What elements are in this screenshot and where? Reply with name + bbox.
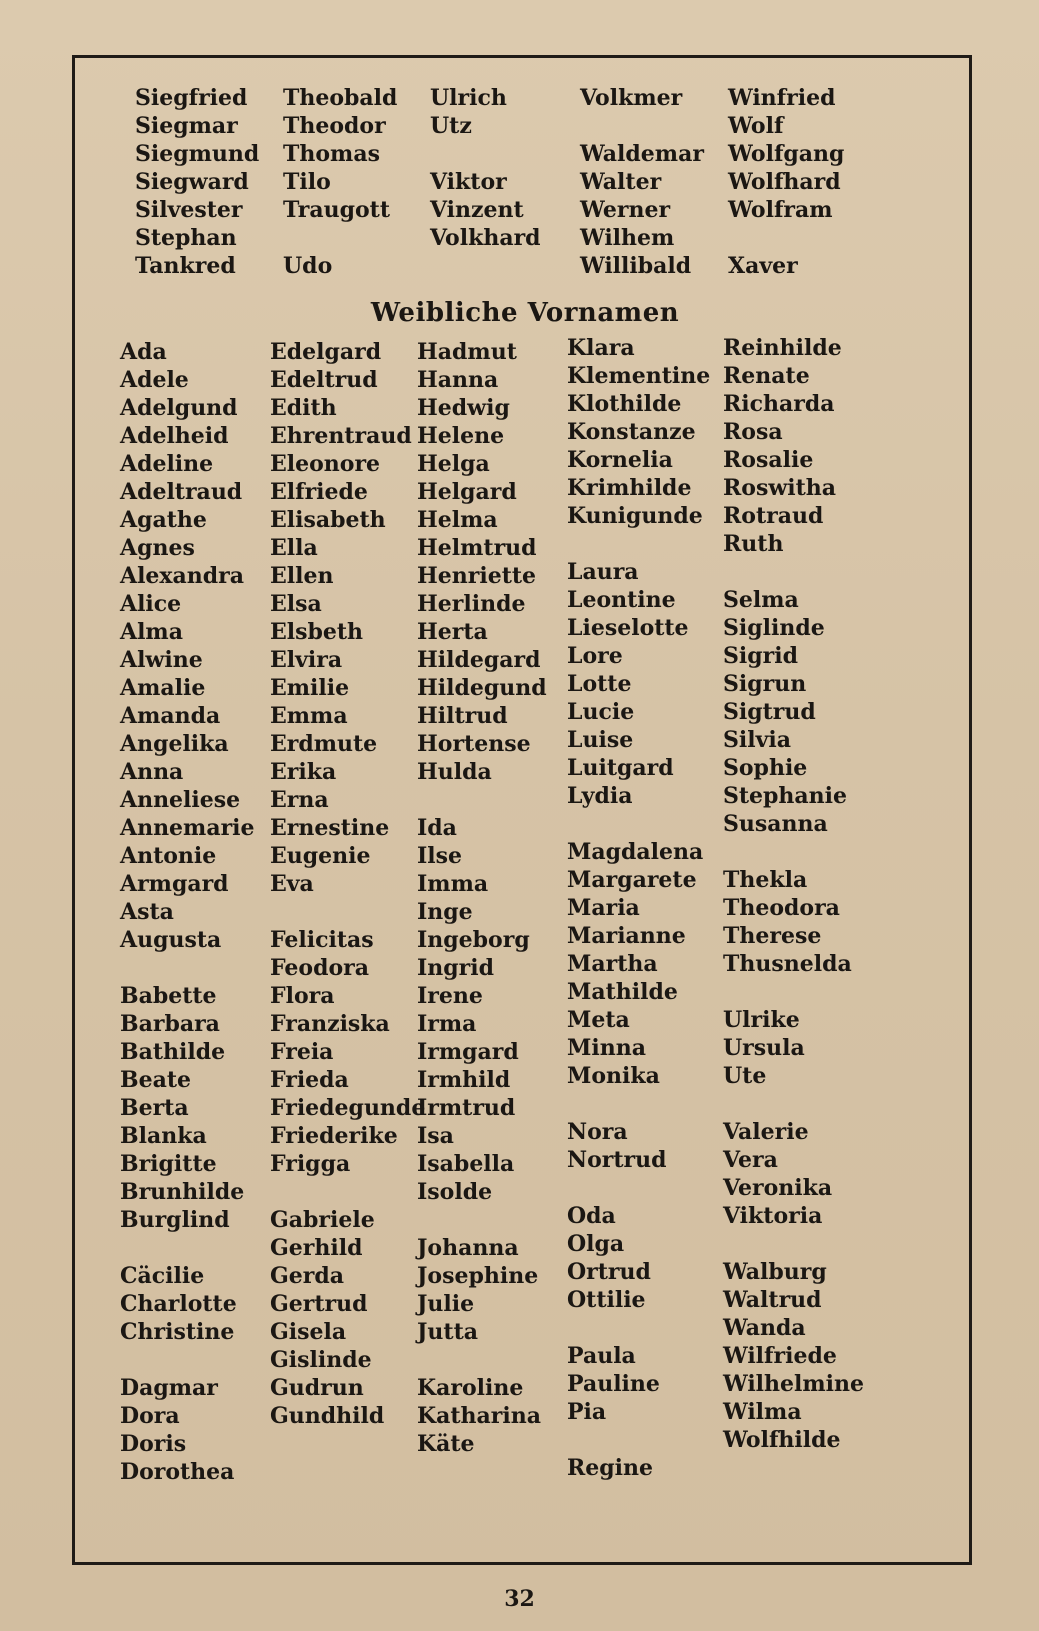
spacer (283, 224, 397, 252)
name-entry: Adele (120, 367, 189, 393)
name-entry: Edelgard (270, 339, 382, 365)
name-entry: Regine (567, 1455, 654, 1481)
name-entry: Erdmute (270, 731, 378, 757)
name-entry: Viktoria (723, 1203, 823, 1229)
name-entry: Adelheid (120, 423, 229, 449)
name-entry: Ilse (417, 843, 463, 869)
name-entry: Wolfhilde (723, 1427, 841, 1453)
name-entry: Eleonore (270, 451, 381, 477)
spacer (723, 558, 864, 586)
spacer (417, 786, 547, 814)
name-entry: Elvira (270, 647, 343, 673)
name-entry: Volkmer (580, 85, 683, 111)
spacer (580, 112, 704, 140)
name-entry: Richarda (723, 391, 835, 417)
name-entry: Roswitha (723, 475, 837, 501)
name-entry: Klementine (567, 363, 711, 389)
name-entry: Kornelia (567, 447, 673, 473)
spacer (567, 1090, 710, 1118)
name-entry: Xaver (728, 253, 798, 279)
name-entry: Lucie (567, 699, 635, 725)
name-entry: Alwine (120, 647, 203, 673)
name-entry: Silvia (723, 727, 791, 753)
name-entry: Winfried (728, 85, 836, 111)
name-entry: Wilfriede (723, 1343, 837, 1369)
name-entry: Elsa (270, 591, 322, 617)
name-entry: Josephine (417, 1263, 539, 1289)
name-entry: Wanda (723, 1315, 806, 1341)
name-entry: Freia (270, 1039, 334, 1065)
spacer (723, 838, 864, 866)
spacer (567, 1426, 710, 1454)
page-border-frame (72, 55, 972, 1565)
spacer (567, 1314, 710, 1342)
name-entry: Ingeborg (417, 927, 530, 953)
name-entry: Silvester (135, 197, 243, 223)
name-entry: Erika (270, 759, 337, 785)
name-entry: Inge (417, 899, 473, 925)
name-entry: Jutta (417, 1319, 478, 1345)
name-entry: Dorothea (120, 1459, 235, 1485)
name-entry: Udo (283, 253, 333, 279)
male-names-column-2 (283, 84, 397, 280)
name-entry: Waltrud (723, 1287, 822, 1313)
name-entry: Monika (567, 1063, 660, 1089)
spacer (723, 1230, 864, 1258)
name-entry: Annemarie (120, 815, 255, 841)
name-entry: Nora (567, 1119, 628, 1145)
name-entry: Theodor (283, 113, 386, 139)
name-entry: Hedwig (417, 395, 510, 421)
name-entry: Leontine (567, 587, 676, 613)
name-entry: Bathilde (120, 1039, 226, 1065)
name-entry: Pia (567, 1399, 607, 1425)
name-entry: Walter (580, 169, 662, 195)
name-entry: Siegmund (135, 141, 260, 167)
name-entry: Wolfram (728, 197, 833, 223)
name-entry: Ulrike (723, 1007, 800, 1033)
page-number: 32 (504, 1586, 535, 1612)
name-entry: Lieselotte (567, 615, 689, 641)
name-entry: Sigtrud (723, 699, 816, 725)
name-entry: Luitgard (567, 755, 674, 781)
name-entry: Irene (417, 983, 483, 1009)
name-entry: Emma (270, 703, 348, 729)
name-entry: Gerhild (270, 1235, 363, 1261)
name-entry: Adelgund (120, 395, 238, 421)
name-entry: Irmtrud (417, 1095, 516, 1121)
name-entry: Berta (120, 1095, 189, 1121)
name-entry: Burglind (120, 1207, 230, 1233)
name-entry: Ortrud (567, 1259, 651, 1285)
name-entry: Agnes (120, 535, 195, 561)
name-entry: Gertrud (270, 1291, 368, 1317)
name-entry: Ulrich (430, 85, 507, 111)
name-entry: Wilma (723, 1399, 802, 1425)
name-entry: Ernestine (270, 815, 390, 841)
name-entry: Thekla (723, 867, 808, 893)
female-names-column-4 (567, 334, 710, 1482)
name-entry: Margarete (567, 867, 697, 893)
name-entry: Werner (580, 197, 671, 223)
name-entry: Valerie (723, 1119, 809, 1145)
name-entry: Renate (723, 363, 810, 389)
name-entry: Barbara (120, 1011, 220, 1037)
name-entry: Ida (417, 815, 457, 841)
name-entry: Willibald (580, 253, 692, 279)
female-names-column-5 (723, 334, 864, 1454)
name-entry: Gudrun (270, 1375, 364, 1401)
name-entry: Tilo (283, 169, 331, 195)
spacer (270, 898, 425, 926)
name-entry: Helgard (417, 479, 517, 505)
name-entry: Frieda (270, 1067, 349, 1093)
name-entry: Wolf (728, 113, 784, 139)
name-entry: Susanna (723, 811, 828, 837)
name-entry: Irma (417, 1011, 477, 1037)
name-entry: Cäcilie (120, 1263, 205, 1289)
name-entry: Imma (417, 871, 489, 897)
male-names-column-1 (135, 84, 259, 280)
name-entry: Hildegard (417, 647, 541, 673)
name-entry: Elfriede (270, 479, 368, 505)
name-entry: Henriette (417, 563, 537, 589)
name-entry: Laura (567, 559, 639, 585)
name-entry: Siegward (135, 169, 249, 195)
name-entry: Dagmar (120, 1375, 218, 1401)
name-entry: Tankred (135, 253, 236, 279)
name-entry: Klara (567, 335, 635, 361)
name-entry: Friederike (270, 1123, 398, 1149)
name-entry: Waldemar (580, 141, 704, 167)
name-entry: Sophie (723, 755, 808, 781)
name-entry: Minna (567, 1035, 646, 1061)
spacer (120, 1234, 255, 1262)
name-entry: Gundhild (270, 1403, 385, 1429)
name-entry: Hadmut (417, 339, 517, 365)
name-entry: Wilhelmine (723, 1371, 865, 1397)
name-entry: Hanna (417, 367, 499, 393)
name-entry: Gisela (270, 1319, 347, 1345)
name-entry: Volkhard (430, 225, 541, 251)
name-entry: Ute (723, 1063, 767, 1089)
name-entry: Isolde (417, 1179, 493, 1205)
name-entry: Augusta (120, 927, 222, 953)
name-entry: Hildegund (417, 675, 547, 701)
name-entry: Klothilde (567, 391, 682, 417)
name-entry: Isabella (417, 1151, 515, 1177)
name-entry: Eva (270, 871, 314, 897)
name-entry: Marianne (567, 923, 686, 949)
spacer (567, 1174, 710, 1202)
name-entry: Felicitas (270, 927, 374, 953)
name-entry: Siglinde (723, 615, 825, 641)
name-entry: Gabriele (270, 1207, 375, 1233)
spacer (430, 140, 541, 168)
name-entry: Paula (567, 1343, 636, 1369)
name-entry: Alice (120, 591, 182, 617)
name-entry: Olga (567, 1231, 625, 1257)
name-entry: Alexandra (120, 563, 245, 589)
name-entry: Babette (120, 983, 217, 1009)
name-entry: Anna (120, 759, 184, 785)
name-entry: Oda (567, 1203, 616, 1229)
name-entry: Anneliese (120, 787, 241, 813)
name-entry: Karoline (417, 1375, 524, 1401)
name-entry: Traugott (283, 197, 390, 223)
female-names-column-3 (417, 338, 547, 1458)
name-entry: Edeltrud (270, 367, 378, 393)
section-heading: Weibliche Vornamen (370, 298, 680, 328)
name-entry: Eugenie (270, 843, 371, 869)
name-entry: Adeline (120, 451, 214, 477)
name-entry: Selma (723, 587, 799, 613)
spacer (567, 530, 710, 558)
male-names-column-4 (580, 84, 704, 280)
name-entry: Sigrid (723, 643, 798, 669)
male-names-column-3 (430, 84, 541, 280)
name-entry: Ellen (270, 563, 334, 589)
name-entry: Gislinde (270, 1347, 372, 1373)
name-entry: Konstanze (567, 419, 696, 445)
name-entry: Gerda (270, 1263, 345, 1289)
name-entry: Ella (270, 535, 318, 561)
name-entry: Theodora (723, 895, 840, 921)
name-entry: Walburg (723, 1259, 827, 1285)
name-entry: Elisabeth (270, 507, 386, 533)
name-entry: Siegfried (135, 85, 248, 111)
name-entry: Helga (417, 451, 490, 477)
name-entry: Reinhilde (723, 335, 842, 361)
name-entry: Amanda (120, 703, 221, 729)
name-entry: Agathe (120, 507, 207, 533)
name-entry: Hiltrud (417, 703, 508, 729)
name-entry: Beate (120, 1067, 192, 1093)
name-entry: Charlotte (120, 1291, 237, 1317)
name-entry: Vera (723, 1147, 778, 1173)
name-entry: Julie (417, 1291, 475, 1317)
name-entry: Hortense (417, 731, 531, 757)
name-entry: Luise (567, 727, 634, 753)
spacer (270, 1178, 425, 1206)
name-entry: Wilhem (580, 225, 675, 251)
name-entry: Magdalena (567, 839, 704, 865)
name-entry: Christine (120, 1319, 235, 1345)
name-entry: Friedegunde (270, 1095, 426, 1121)
name-entry: Vinzent (430, 197, 524, 223)
spacer (120, 954, 255, 982)
name-entry: Erna (270, 787, 329, 813)
name-entry: Angelika (120, 731, 229, 757)
female-names-column-1 (120, 338, 255, 1486)
name-entry: Ottilie (567, 1287, 646, 1313)
name-entry: Edith (270, 395, 337, 421)
name-entry: Herta (417, 619, 488, 645)
name-entry: Siegmar (135, 113, 238, 139)
name-entry: Martha (567, 951, 658, 977)
name-entry: Ehrentraud (270, 423, 412, 449)
name-entry: Wolfgang (728, 141, 845, 167)
name-entry: Sigrun (723, 671, 807, 697)
name-entry: Meta (567, 1007, 630, 1033)
name-entry: Utz (430, 113, 472, 139)
name-entry: Dora (120, 1403, 180, 1429)
name-entry: Ursula (723, 1035, 805, 1061)
name-entry: Adeltraud (120, 479, 243, 505)
name-entry: Käte (417, 1431, 475, 1457)
name-entry: Herlinde (417, 591, 526, 617)
spacer (417, 1346, 547, 1374)
name-entry: Asta (120, 899, 174, 925)
name-entry: Armgard (120, 871, 229, 897)
name-entry: Antonie (120, 843, 217, 869)
name-entry: Krimhilde (567, 475, 692, 501)
name-entry: Hulda (417, 759, 492, 785)
name-entry: Lore (567, 643, 623, 669)
name-entry: Flora (270, 983, 335, 1009)
name-entry: Stephan (135, 225, 237, 251)
name-entry: Stephanie (723, 783, 848, 809)
name-entry: Brigitte (120, 1151, 217, 1177)
name-entry: Lotte (567, 671, 632, 697)
name-entry: Feodora (270, 955, 369, 981)
name-entry: Alma (120, 619, 183, 645)
spacer (723, 1090, 864, 1118)
name-entry: Thusnelda (723, 951, 852, 977)
name-entry: Elsbeth (270, 619, 364, 645)
name-entry: Rotraud (723, 503, 824, 529)
spacer (430, 252, 541, 280)
name-entry: Kunigunde (567, 503, 703, 529)
name-entry: Ingrid (417, 955, 494, 981)
name-entry: Therese (723, 923, 822, 949)
name-entry: Amalie (120, 675, 206, 701)
name-entry: Emilie (270, 675, 350, 701)
name-entry: Ada (120, 339, 167, 365)
name-entry: Rosa (723, 419, 783, 445)
name-entry: Theobald (283, 85, 398, 111)
name-entry: Blanka (120, 1123, 207, 1149)
name-entry: Doris (120, 1431, 187, 1457)
name-entry: Lydia (567, 783, 633, 809)
female-names-column-2 (270, 338, 425, 1430)
name-entry: Helene (417, 423, 505, 449)
name-entry: Franziska (270, 1011, 390, 1037)
name-entry: Rosalie (723, 447, 814, 473)
name-entry: Irmhild (417, 1067, 511, 1093)
name-entry: Pauline (567, 1371, 660, 1397)
name-entry: Maria (567, 895, 640, 921)
spacer (728, 224, 844, 252)
spacer (723, 978, 864, 1006)
name-entry: Wolfhard (728, 169, 841, 195)
name-entry: Ruth (723, 531, 784, 557)
name-entry: Johanna (417, 1235, 519, 1261)
name-entry: Katharina (417, 1403, 541, 1429)
name-entry: Irmgard (417, 1039, 519, 1065)
name-entry: Viktor (430, 169, 507, 195)
spacer (120, 1346, 255, 1374)
name-entry: Frigga (270, 1151, 351, 1177)
name-entry: Brunhilde (120, 1179, 245, 1205)
name-entry: Veronika (723, 1175, 833, 1201)
spacer (567, 810, 710, 838)
name-entry: Isa (417, 1123, 454, 1149)
spacer (417, 1206, 547, 1234)
name-entry: Nortrud (567, 1147, 667, 1173)
name-entry: Mathilde (567, 979, 678, 1005)
name-entry: Helma (417, 507, 498, 533)
name-entry: Helmtrud (417, 535, 537, 561)
male-names-column-5 (728, 84, 844, 280)
name-entry: Thomas (283, 141, 380, 167)
